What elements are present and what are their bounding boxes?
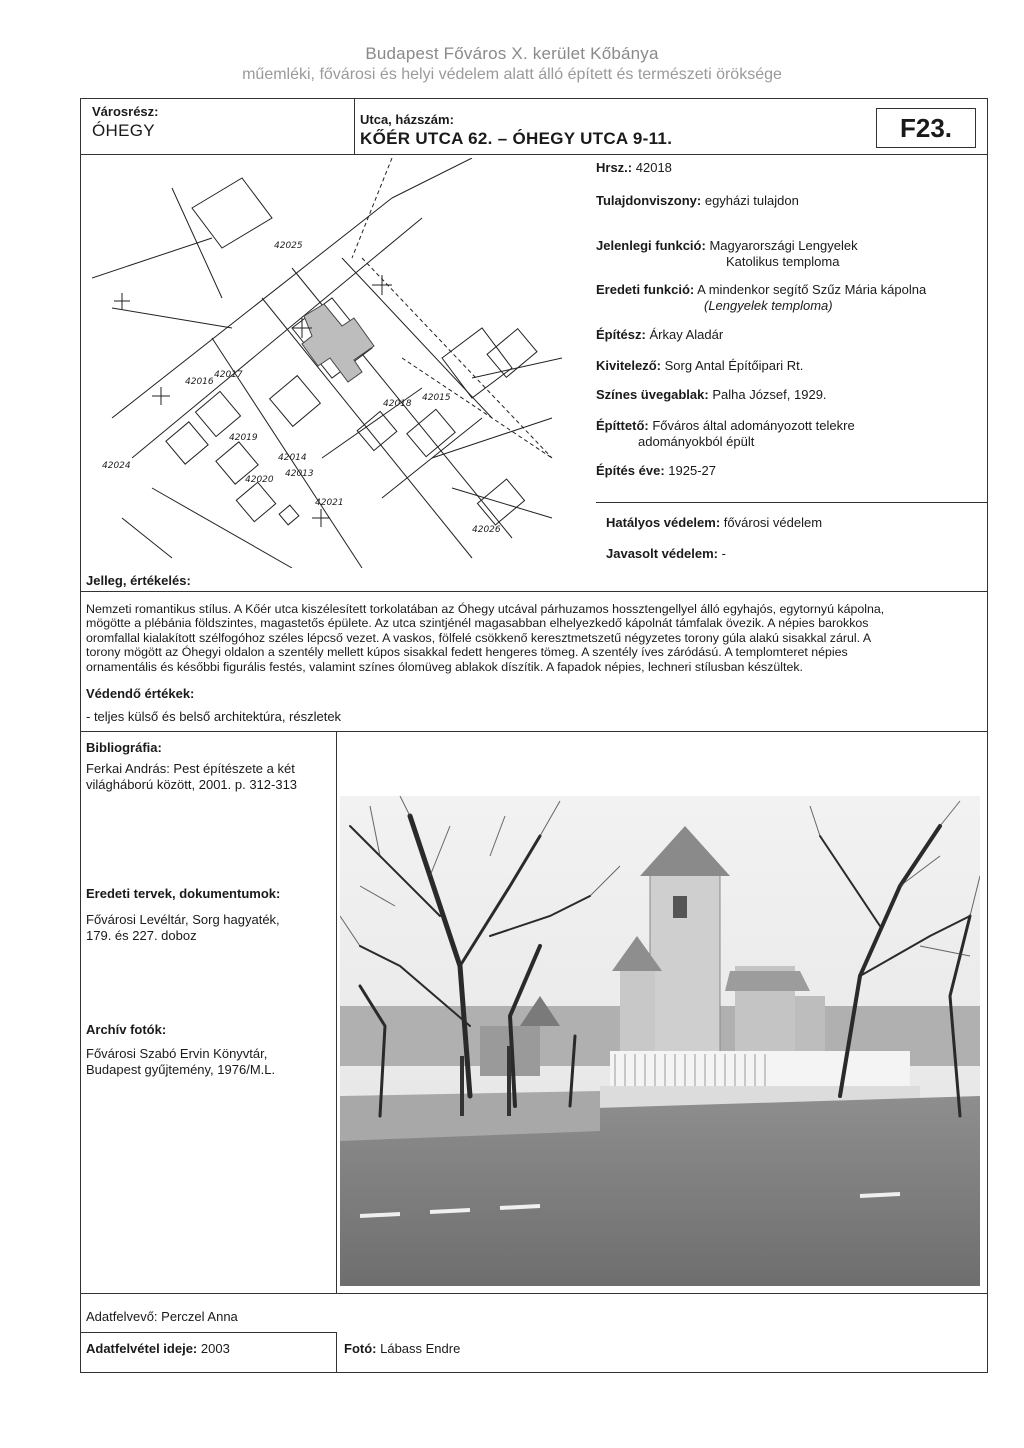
year-label: Építés éve: — [596, 463, 665, 478]
original-function-value: A mindenkor segítő Szűz Mária kápolna — [697, 282, 927, 297]
archive-line-2: Budapest gyűjtemény, 1976/M.L. — [86, 1062, 276, 1077]
character-line: oromfallal kialakított szélfogóhoz széles lépcső vezet. A vaskos, fölfelé csökkenő keresztmetszetű négyzetes torony gúla alakú sisakkal zárul. A — [86, 630, 872, 645]
character-line: ornamentális és későbbi figurális festés, valamint színes ólomüveg ablakok díszítik. A fapadok népies, lechneri stílusban készültek. — [86, 659, 803, 674]
map-parcel-label: 42024 — [102, 461, 131, 471]
character-title: Jelleg, értékelés: — [86, 573, 191, 588]
bibliography-line-2: világháború között, 2001. p. 312-313 — [86, 777, 298, 792]
date-value: 2003 — [200, 1341, 230, 1356]
architect-value: Árkay Aladár — [649, 327, 724, 342]
suggested-row — [606, 546, 726, 562]
protected-separator — [80, 731, 988, 732]
archive-title: Archív fotók: — [86, 1022, 167, 1037]
plans-title: Eredeti tervek, dokumentumok: — [86, 886, 281, 901]
archive-line-1: Fővárosi Szabó Ervin Könyvtár, — [86, 1046, 268, 1061]
district-value: ÓHEGY — [92, 121, 155, 140]
map-parcel-label: 42025 — [274, 241, 303, 251]
map-parcel-label: 42015 — [422, 393, 451, 403]
hrsz-row — [596, 160, 672, 176]
photo-credit-label: Fotó: — [344, 1341, 377, 1356]
client-value-2: adományokból épült — [638, 434, 755, 449]
date-label: Adatfelvétel ideje: — [86, 1341, 198, 1356]
original-function-row — [596, 282, 926, 298]
record-code: F23. — [876, 108, 976, 148]
owner-value: egyházi tulajdon — [704, 193, 799, 208]
client-value: Főváros által adományozott telekre — [652, 418, 855, 433]
street-label: Utca, házszám: — [360, 112, 454, 127]
glass-label: Színes üvegablak: — [596, 387, 709, 402]
map-parcel-label: 42014 — [278, 453, 307, 463]
footer-divider — [336, 1332, 337, 1373]
owner-label: Tulajdonviszony: — [596, 193, 702, 208]
protection-row — [606, 515, 822, 531]
cadastral-map — [92, 158, 592, 568]
character-line: Nemzeti romantikus stílus. A Kőér utca kiszélesített torkolatában az Óhegy utcával párhuzamos hossztengellyel álló egyhajós, egytornyú kápolna, — [86, 602, 885, 616]
date-row — [86, 1341, 230, 1357]
recorder-value: Perczel Anna — [161, 1309, 238, 1324]
street-value: KŐÉR UTCA 62. – ÓHEGY UTCA 9-11. — [360, 129, 673, 148]
plans-line-2: 179. és 227. doboz — [86, 928, 197, 943]
photo-credit-value: Lábass Endre — [380, 1341, 461, 1356]
bibliography-line-1: Ferkai András: Pest építészete a két — [86, 761, 295, 776]
hrsz-label: Hrsz.: — [596, 160, 633, 175]
protected-title: Védendő értékek: — [86, 686, 195, 701]
character-separator — [80, 591, 988, 592]
district-label: Városrész: — [92, 104, 159, 119]
recorder-label: Adatfelvevő: — [86, 1309, 158, 1324]
document-header-subtitle: műemléki, fővárosi és helyi védelem alatt álló épített és természeti öröksége — [242, 66, 782, 83]
map-parcel-label: 42019 — [229, 433, 258, 443]
builder-row — [596, 358, 803, 374]
footer-separator — [80, 1293, 988, 1294]
current-function-value: Magyarországi Lengyelek — [709, 238, 858, 253]
builder-value: Sorg Antal Építőipari Rt. — [664, 358, 804, 373]
left-column-divider — [336, 731, 337, 1293]
suggested-value: - — [721, 546, 726, 561]
original-function-value-2: (Lengyelek temploma) — [704, 298, 833, 313]
character-text — [86, 602, 982, 674]
map-parcel-label: 42017 — [214, 370, 243, 380]
glass-value: Palha József, 1929. — [712, 387, 827, 402]
map-parcel-label: 42021 — [315, 498, 344, 508]
current-function-row — [596, 238, 858, 254]
protection-value: fővárosi védelem — [723, 515, 823, 530]
character-line: torony mögött az Óhegyi oldalon a szentély mellett kúpos sisakkal fedett hengeres tömeg. A szentély íves záródású. A templomteret népies — [86, 645, 848, 660]
map-parcel-label: 42020 — [245, 475, 274, 485]
plans-line-1: Fővárosi Levéltár, Sorg hagyaték, — [86, 912, 280, 927]
church-photo — [340, 796, 980, 1286]
suggested-label: Javasolt védelem: — [606, 546, 719, 561]
top-row-separator — [80, 154, 988, 155]
owner-row — [596, 193, 799, 209]
protection-label: Hatályos védelem: — [606, 515, 721, 530]
top-divider — [354, 98, 355, 154]
footer-inner-separator — [80, 1332, 336, 1333]
map-parcel-label: 42018 — [383, 399, 412, 409]
recorder-row — [86, 1309, 238, 1325]
current-function-value-2: Katolikus temploma — [726, 254, 840, 269]
map-parcel-label: 42016 — [185, 377, 214, 387]
protected-value: - teljes külső és belső architektúra, részletek — [86, 709, 342, 724]
protection-separator — [596, 502, 988, 503]
character-line: mögötte a plébánia földszintes, magastetős épülete. Az utca szintjénél magasabban elhelyezkedő kápolnát támfalak övezik. A népies barokkos — [86, 616, 869, 631]
hrsz-value: 42018 — [635, 160, 672, 175]
year-row — [596, 463, 716, 479]
builder-label: Kivitelező: — [596, 358, 662, 373]
map-parcel-label: 42026 — [472, 525, 501, 535]
year-value: 1925-27 — [668, 463, 716, 478]
map-parcel-label: 42013 — [285, 469, 314, 479]
client-row — [596, 418, 855, 434]
bibliography-title: Bibliográfia: — [86, 740, 162, 755]
client-label: Építtető: — [596, 418, 649, 433]
photo-credit-row — [344, 1341, 460, 1357]
document-header-title: Budapest Főváros X. kerület Kőbánya — [365, 44, 659, 63]
architect-label: Építész: — [596, 327, 646, 342]
original-function-label: Eredeti funkció: — [596, 282, 695, 297]
architect-row — [596, 327, 723, 343]
glass-row — [596, 387, 827, 403]
current-function-label: Jelenlegi funkció: — [596, 238, 706, 253]
